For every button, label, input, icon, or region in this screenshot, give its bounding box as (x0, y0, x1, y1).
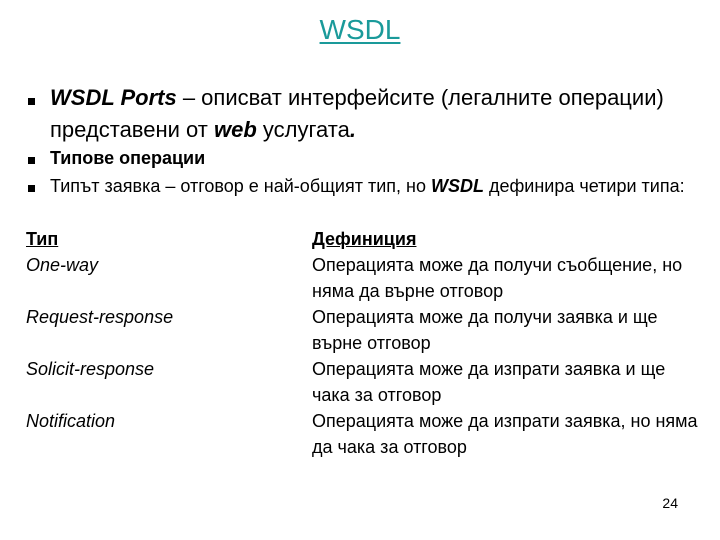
bullet-marker-icon (28, 173, 50, 199)
type-cell: One-way (26, 255, 99, 275)
bullet-body: – описват интерфейсите (легалните операции) представени от (50, 85, 664, 142)
bullet-operation-types (28, 146, 698, 170)
bullet-text (50, 173, 698, 199)
column-header-type: Тип (26, 229, 59, 249)
slide-title: WSDL (319, 14, 401, 45)
type-cell: Solicit-response (26, 359, 155, 379)
table-header (26, 226, 706, 252)
bullet-text: Типове операции (50, 148, 206, 168)
bullet-text (50, 82, 698, 146)
bullet-suffix: дефинира четири типа: (483, 176, 685, 196)
bullet-wsdl-ports (28, 82, 698, 146)
bullet-period: . (349, 117, 356, 142)
type-cell: Request-response (26, 307, 174, 327)
table-row (26, 356, 706, 408)
column-header-definition: Дефиниция (312, 229, 417, 249)
bullet-marker-icon (28, 146, 50, 170)
page-number: 24 (662, 495, 678, 511)
table-row (26, 408, 706, 460)
operation-types-table (26, 226, 706, 460)
wsdl-ports-term: WSDL Ports (50, 85, 177, 110)
wsdl-term: WSDL (430, 176, 484, 196)
bullet-marker-icon (28, 82, 50, 114)
definition-cell: Операцията може да получи заявка и ще върне отговор (312, 307, 658, 353)
bullet-request-response-type (28, 173, 698, 199)
table-row (26, 252, 706, 304)
type-cell: Notification (26, 411, 116, 431)
bullet-body: Типът заявка – отговор е най-общият тип, но (50, 176, 431, 196)
definition-cell: Операцията може да получи съобщение, но няма да върне отговор (312, 255, 683, 301)
definition-cell: Операцията може да изпрати заявка и ще чака за отговор (312, 359, 666, 405)
web-term: web (213, 117, 257, 142)
table-row (26, 304, 706, 356)
bullet-suffix: услугата (256, 117, 350, 142)
definition-cell: Операцията може да изпрати заявка, но няма да чака за отговор (312, 411, 698, 457)
